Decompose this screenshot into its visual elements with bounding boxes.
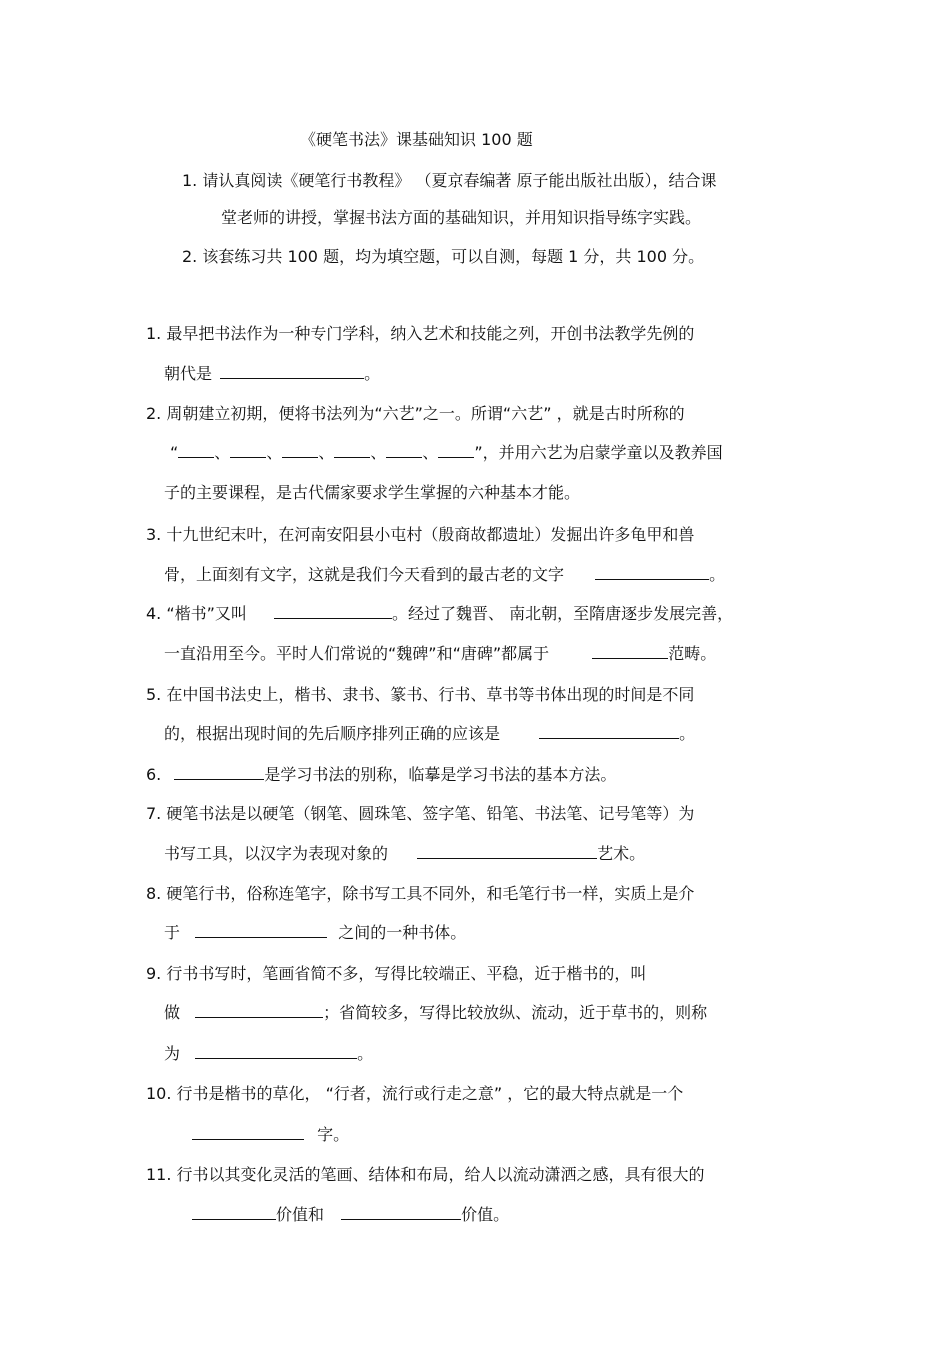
question-9-line-1: 9. 行书书写时，笔画省简不多，写得比较端正、平稳，近于楷书的，叫 [146,964,647,983]
separator: 、 [266,443,283,462]
question-text: 之间的一种书体。 [338,923,467,942]
question-text: 于 [164,923,181,942]
question-4-line-2 [164,643,716,665]
question-11-line-2 [192,1204,509,1226]
answer-blank[interactable] [595,565,709,580]
answer-blank[interactable] [174,765,264,780]
question-text: 。经过了魏晋、 南北朝，至隋唐逐步发展完善， [392,604,734,623]
answer-blank[interactable] [334,443,370,458]
question-text: 一直沿用至今。平时人们常说的“魏碑”和“唐碑”都属于 [164,644,550,663]
answer-blank[interactable] [192,1125,304,1140]
question-text: 6. [146,765,162,784]
separator: 、 [214,443,231,462]
question-text: 做 [164,1003,181,1022]
question-7-line-2 [164,843,645,865]
answer-blank[interactable] [274,604,392,619]
question-1-line-2 [164,363,380,385]
question-text: 字。 [317,1125,350,1144]
answer-blank[interactable] [192,1205,276,1220]
question-8-line-1: 8. 硬笔行书，俗称连笔字，除书写工具不同外，和毛笔行书一样，实质上是介 [146,884,695,903]
answer-blank[interactable] [592,644,668,659]
question-5-line-2 [164,723,695,745]
question-3-line-2 [164,564,725,586]
answer-blank[interactable] [178,443,214,458]
answer-blank[interactable] [195,1044,357,1059]
answer-blank[interactable] [195,923,327,938]
question-text: 价值。 [461,1205,510,1224]
question-2-line-2 [170,442,723,464]
question-6-line-1 [146,764,616,786]
question-text: 价值和 [276,1205,325,1224]
question-text: 朝代是 [164,364,213,383]
separator: 、 [422,443,439,462]
question-2-line-3: 子的主要课程，是古代儒家要求学生掌握的六种基本才能。 [164,483,581,502]
answer-blank[interactable] [230,443,266,458]
answer-blank[interactable] [282,443,318,458]
separator: 、 [318,443,335,462]
question-2-line-1: 2. 周朝建立初期，便将书法列为“六艺”之一。所谓“六艺” ，就是古时所称的 [146,404,685,423]
question-4-line-1 [146,603,733,625]
question-text: 4. “楷书”又叫 [146,604,247,623]
question-5-line-1: 5. 在中国书法史上，楷书、隶书、篆书、行书、草书等书体出现的时间是不同 [146,685,695,704]
question-8-line-2 [164,922,466,944]
question-text: 。 [357,1044,374,1063]
question-10-line-1: 10. 行书是楷书的草化， “行者，流行或行走之意” ，它的最大特点就是一个 [146,1084,684,1103]
question-10-line-2 [192,1124,349,1146]
question-1-line-1: 1. 最早把书法作为一种专门学科，纳入艺术和技能之列，开创书法教学先例的 [146,324,695,343]
question-text: 书写工具，以汉字为表现对象的 [164,844,389,863]
question-text: “ [170,443,179,462]
question-text: 的，根据出现时间的先后顺序排列正确的应该是 [164,724,501,743]
answer-blank[interactable] [195,1003,323,1018]
question-7-line-1: 7. 硬笔书法是以硬笔（钢笔、圆珠笔、签字笔、铅笔、书法笔、记号笔等）为 [146,804,695,823]
intro-line-2: 堂老师的讲授，掌握书法方面的基础知识，并用知识指导练字实践。 [221,208,702,227]
question-text: 。 [709,565,726,584]
question-text: 为 [164,1044,181,1063]
separator: 、 [370,443,387,462]
question-text: 艺术。 [597,844,646,863]
answer-blank[interactable] [341,1205,461,1220]
answer-blank[interactable] [417,844,597,859]
question-text: 骨，上面刻有文字，这就是我们今天看到的最古老的文字 [164,565,565,584]
question-text: 是学习书法的别称，临摹是学习书法的基本方法。 [264,765,617,784]
question-text: ；省简较多，写得比较放纵、流动，近于草书的，则称 [323,1003,708,1022]
intro-line-3: 2. 该套练习共 100 题，均为填空题，可以自测，每题 1 分，共 100 分。 [182,247,705,266]
answer-blank[interactable] [386,443,422,458]
answer-blank[interactable] [220,364,364,379]
page-title: 《硬笔书法》课基础知识 100 题 [300,130,533,149]
intro-line-1: 1. 请认真阅读《硬笔行书教程》 （夏京春编著 原子能出版社出版），结合课 [182,171,717,190]
answer-blank[interactable] [438,443,474,458]
question-3-line-1: 3. 十九世纪末叶，在河南安阳县小屯村（殷商故都遗址）发掘出许多龟甲和兽 [146,525,695,544]
answer-blank[interactable] [539,724,679,739]
question-text: 范畴。 [668,644,717,663]
question-11-line-1: 11. 行书以其变化灵活的笔画、结体和布局，给人以流动潇洒之感，具有很大的 [146,1165,705,1184]
question-text: ”，并用六艺为启蒙学童以及教养国 [474,443,723,462]
question-9-line-2 [164,1002,707,1024]
question-text: 。 [364,364,381,383]
question-9-line-3 [164,1043,373,1065]
question-text: 。 [679,724,696,743]
